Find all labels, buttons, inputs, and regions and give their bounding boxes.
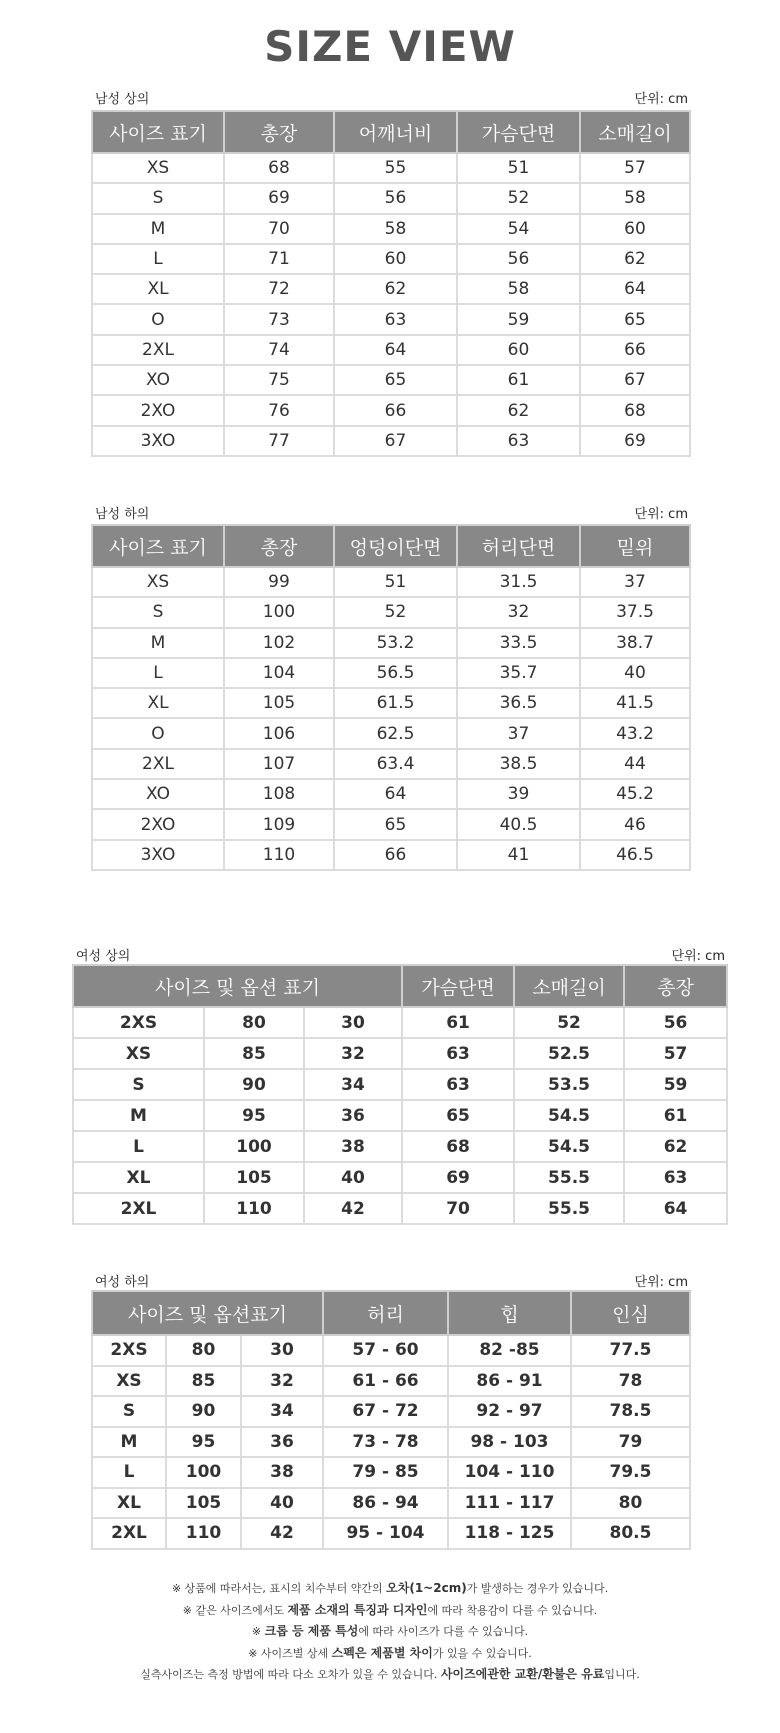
measurement-cell: 63.4 bbox=[334, 749, 457, 779]
measurement-cell: 45.2 bbox=[580, 779, 690, 809]
measurement-cell: 58 bbox=[580, 183, 690, 213]
header-cell: 어깨너비 bbox=[334, 111, 457, 153]
measurement-cell: 66 bbox=[334, 840, 457, 870]
measurement-cell: 118 - 125 bbox=[448, 1518, 571, 1549]
measurement-cell: 56 bbox=[334, 183, 457, 213]
measurement-cell: 37.5 bbox=[580, 597, 690, 627]
measurement-cell: 58 bbox=[334, 214, 457, 244]
size-label-cell: 3XO bbox=[92, 426, 224, 456]
size-label-cell: S bbox=[92, 1396, 166, 1427]
size-label-cell: XL bbox=[92, 688, 224, 718]
table-row bbox=[92, 1457, 690, 1488]
measurement-cell: 86 - 91 bbox=[448, 1366, 571, 1397]
note-emphasis: 스펙은 제품별 차이 bbox=[331, 1645, 433, 1660]
note-emphasis: 오차(1~2cm) bbox=[386, 1581, 467, 1595]
measurement-cell: 65 bbox=[580, 304, 690, 334]
measurement-cell: 61 - 66 bbox=[323, 1366, 448, 1397]
note-text: 실측사이즈는 측정 방법에 따라 다소 오차가 있을 수 있습니다. bbox=[140, 1668, 441, 1681]
measurement-cell: 107 bbox=[224, 749, 334, 779]
measurement-cell: 100 bbox=[204, 1131, 304, 1162]
table-row bbox=[92, 1518, 690, 1549]
measurement-cell: 38.7 bbox=[580, 628, 690, 658]
measurement-cell: 98 - 103 bbox=[448, 1427, 571, 1458]
table-row bbox=[92, 335, 690, 365]
size-label-cell: XO bbox=[92, 779, 224, 809]
measurement-cell: 54 bbox=[457, 214, 580, 244]
table-row bbox=[92, 153, 690, 183]
table-row bbox=[92, 304, 690, 334]
measurement-cell: 60 bbox=[334, 244, 457, 274]
measurement-cell: 60 bbox=[457, 335, 580, 365]
header-cell: 가슴단면 bbox=[457, 111, 580, 153]
table-row bbox=[92, 628, 690, 658]
header-cell: 총장 bbox=[624, 965, 727, 1007]
table-row bbox=[92, 1488, 690, 1519]
size-label-cell: 2XS bbox=[73, 1007, 204, 1038]
note-text: ※ 같은 사이즈에서도 bbox=[182, 1603, 288, 1617]
measurement-cell: 51 bbox=[334, 567, 457, 597]
measurement-cell: 85 bbox=[204, 1038, 304, 1069]
measurement-cell: 75 bbox=[224, 365, 334, 395]
measurement-cell: 70 bbox=[402, 1193, 514, 1224]
size-label-cell: XS bbox=[92, 567, 224, 597]
measurement-cell: 105 bbox=[166, 1488, 241, 1519]
measurement-cell: 32 bbox=[304, 1038, 402, 1069]
measurement-cell: 61 bbox=[624, 1100, 727, 1131]
measurement-cell: 63 bbox=[624, 1162, 727, 1193]
note-text: 가 있을 수 있습니다. bbox=[432, 1646, 532, 1660]
note-text: ※ bbox=[251, 1625, 265, 1638]
men-bottom-size-table bbox=[91, 524, 691, 871]
measurement-cell: 80 bbox=[204, 1007, 304, 1038]
measurement-cell: 62 bbox=[457, 395, 580, 425]
note-emphasis: 사이즈에관한 교환/환불은 유료 bbox=[440, 1667, 605, 1681]
measurement-cell: 40 bbox=[241, 1488, 323, 1519]
measurement-cell: 34 bbox=[304, 1069, 402, 1100]
measurement-cell: 69 bbox=[402, 1162, 514, 1193]
measurement-cell: 104 - 110 bbox=[448, 1457, 571, 1488]
measurement-cell: 67 bbox=[580, 365, 690, 395]
size-label-cell: M bbox=[92, 628, 224, 658]
table-row bbox=[73, 1038, 727, 1069]
size-label-cell: M bbox=[92, 214, 224, 244]
measurement-cell: 66 bbox=[334, 395, 457, 425]
note-text: 입니다. bbox=[604, 1668, 640, 1681]
measurement-cell: 73 bbox=[224, 304, 334, 334]
table-row bbox=[92, 1427, 690, 1458]
measurement-cell: 64 bbox=[580, 274, 690, 304]
measurement-cell: 53.2 bbox=[334, 628, 457, 658]
measurement-cell: 57 - 60 bbox=[323, 1335, 448, 1366]
table-row bbox=[92, 809, 690, 839]
table-row bbox=[73, 1007, 727, 1038]
measurement-cell: 95 bbox=[166, 1427, 241, 1458]
measurement-cell: 70 bbox=[224, 214, 334, 244]
measurement-cell: 53.5 bbox=[514, 1069, 624, 1100]
header-cell: 총장 bbox=[224, 525, 334, 567]
measurement-cell: 95 bbox=[204, 1100, 304, 1131]
measurement-cell: 38 bbox=[241, 1457, 323, 1488]
measurement-cell: 38 bbox=[304, 1131, 402, 1162]
size-label-cell: L bbox=[92, 1457, 166, 1488]
table-row bbox=[92, 688, 690, 718]
note-line bbox=[0, 1621, 780, 1643]
measurement-cell: 63 bbox=[457, 426, 580, 456]
measurement-cell: 100 bbox=[166, 1457, 241, 1488]
header-cell: 총장 bbox=[224, 111, 334, 153]
size-label-cell: 2XL bbox=[92, 749, 224, 779]
measurement-cell: 74 bbox=[224, 335, 334, 365]
section-label-women-bottom: 여성 하의 bbox=[95, 1275, 150, 1290]
measurement-cell: 57 bbox=[624, 1038, 727, 1069]
size-label-cell: L bbox=[92, 658, 224, 688]
measurement-cell: 72 bbox=[224, 274, 334, 304]
measurement-cell: 59 bbox=[624, 1069, 727, 1100]
table-row bbox=[73, 1131, 727, 1162]
unit-label: 단위: cm bbox=[634, 1275, 688, 1290]
women-bottom-size-table bbox=[91, 1290, 691, 1550]
measurement-cell: 69 bbox=[580, 426, 690, 456]
table-row bbox=[92, 426, 690, 456]
measurement-cell: 80 bbox=[166, 1335, 241, 1366]
table-row bbox=[92, 274, 690, 304]
measurement-cell: 30 bbox=[304, 1007, 402, 1038]
size-label-cell: S bbox=[92, 183, 224, 213]
table-row bbox=[73, 1193, 727, 1224]
table-row bbox=[92, 365, 690, 395]
section-label-men-bottom: 남성 하의 bbox=[95, 507, 150, 522]
measurement-cell: 52 bbox=[334, 597, 457, 627]
measurement-cell: 92 - 97 bbox=[448, 1396, 571, 1427]
measurement-cell: 44 bbox=[580, 749, 690, 779]
note-line bbox=[0, 1600, 780, 1622]
measurement-cell: 68 bbox=[224, 153, 334, 183]
measurement-cell: 57 bbox=[580, 153, 690, 183]
measurement-cell: 80.5 bbox=[571, 1518, 690, 1549]
header-cell: 허리단면 bbox=[457, 525, 580, 567]
measurement-cell: 55.5 bbox=[514, 1193, 624, 1224]
measurement-cell: 51 bbox=[457, 153, 580, 183]
measurement-cell: 31.5 bbox=[457, 567, 580, 597]
size-label-cell: L bbox=[73, 1131, 204, 1162]
measurement-cell: 105 bbox=[224, 688, 334, 718]
measurement-cell: 110 bbox=[204, 1193, 304, 1224]
note-text: ※ 상품에 따라서는, 표시의 치수부터 약간의 bbox=[171, 1582, 387, 1595]
note-line bbox=[0, 1578, 780, 1600]
measurement-cell: 56.5 bbox=[334, 658, 457, 688]
table-row bbox=[92, 658, 690, 688]
measurement-cell: 102 bbox=[224, 628, 334, 658]
measurement-cell: 61 bbox=[402, 1007, 514, 1038]
header-cell: 소매길이 bbox=[514, 965, 624, 1007]
header-cell: 인심 bbox=[571, 1291, 690, 1335]
header-cell: 가슴단면 bbox=[402, 965, 514, 1007]
notes-block bbox=[0, 1578, 780, 1686]
size-label-cell: 3XO bbox=[92, 840, 224, 870]
unit-label: 단위: cm bbox=[634, 92, 688, 107]
table-row bbox=[92, 244, 690, 274]
measurement-cell: 42 bbox=[241, 1518, 323, 1549]
measurement-cell: 38.5 bbox=[457, 749, 580, 779]
measurement-cell: 65 bbox=[334, 365, 457, 395]
note-emphasis: 크롭 등 제품 특성 bbox=[264, 1624, 359, 1638]
size-label-cell: 2XO bbox=[92, 809, 224, 839]
header-cell: 사이즈 표기 bbox=[92, 111, 224, 153]
size-label-cell: XS bbox=[92, 153, 224, 183]
measurement-cell: 62 bbox=[580, 244, 690, 274]
measurement-cell: 85 bbox=[166, 1366, 241, 1397]
note-line bbox=[0, 1643, 780, 1665]
measurement-cell: 109 bbox=[224, 809, 334, 839]
table-row bbox=[73, 1100, 727, 1131]
measurement-cell: 79 bbox=[571, 1427, 690, 1458]
header-cell: 힙 bbox=[448, 1291, 571, 1335]
note-emphasis: 제품 소재의 특징과 디자인 bbox=[287, 1602, 428, 1617]
table-row bbox=[92, 183, 690, 213]
measurement-cell: 106 bbox=[224, 718, 334, 748]
measurement-cell: 54.5 bbox=[514, 1131, 624, 1162]
size-label-cell: 2XO bbox=[92, 395, 224, 425]
measurement-cell: 46.5 bbox=[580, 840, 690, 870]
measurement-cell: 79.5 bbox=[571, 1457, 690, 1488]
table-row bbox=[92, 1335, 690, 1366]
measurement-cell: 43.2 bbox=[580, 718, 690, 748]
measurement-cell: 37 bbox=[457, 718, 580, 748]
size-label-cell: O bbox=[92, 304, 224, 334]
measurement-cell: 62 bbox=[624, 1131, 727, 1162]
size-label-cell: XL bbox=[92, 1488, 166, 1519]
measurement-cell: 78 bbox=[571, 1366, 690, 1397]
measurement-cell: 90 bbox=[204, 1069, 304, 1100]
measurement-cell: 105 bbox=[204, 1162, 304, 1193]
note-text: 가 발생하는 경우가 있습니다. bbox=[466, 1582, 609, 1595]
size-label-cell: XS bbox=[73, 1038, 204, 1069]
header-cell: 사이즈 및 옵션 표기 bbox=[73, 965, 402, 1007]
measurement-cell: 35.7 bbox=[457, 658, 580, 688]
measurement-cell: 82 -85 bbox=[448, 1335, 571, 1366]
note-line bbox=[0, 1664, 780, 1686]
measurement-cell: 40 bbox=[304, 1162, 402, 1193]
measurement-cell: 68 bbox=[580, 395, 690, 425]
table-row bbox=[92, 395, 690, 425]
measurement-cell: 99 bbox=[224, 567, 334, 597]
measurement-cell: 36.5 bbox=[457, 688, 580, 718]
men-top-size-table bbox=[91, 110, 691, 457]
measurement-cell: 41.5 bbox=[580, 688, 690, 718]
table-row bbox=[92, 1396, 690, 1427]
measurement-cell: 61 bbox=[457, 365, 580, 395]
measurement-cell: 32 bbox=[241, 1366, 323, 1397]
measurement-cell: 54.5 bbox=[514, 1100, 624, 1131]
table-row bbox=[73, 1069, 727, 1100]
note-text: 에 따라 사이즈가 다를 수 있습니다. bbox=[358, 1625, 529, 1638]
measurement-cell: 108 bbox=[224, 779, 334, 809]
header-cell: 소매길이 bbox=[580, 111, 690, 153]
measurement-cell: 66 bbox=[580, 335, 690, 365]
header-cell: 밑위 bbox=[580, 525, 690, 567]
table-row bbox=[92, 567, 690, 597]
measurement-cell: 65 bbox=[402, 1100, 514, 1131]
measurement-cell: 64 bbox=[624, 1193, 727, 1224]
size-label-cell: 2XL bbox=[92, 1518, 166, 1549]
header-cell: 허리 bbox=[323, 1291, 448, 1335]
measurement-cell: 55 bbox=[334, 153, 457, 183]
measurement-cell: 58 bbox=[457, 274, 580, 304]
measurement-cell: 30 bbox=[241, 1335, 323, 1366]
size-label-cell: 2XL bbox=[92, 335, 224, 365]
measurement-cell: 46 bbox=[580, 809, 690, 839]
measurement-cell: 68 bbox=[402, 1131, 514, 1162]
measurement-cell: 95 - 104 bbox=[323, 1518, 448, 1549]
measurement-cell: 36 bbox=[304, 1100, 402, 1131]
measurement-cell: 59 bbox=[457, 304, 580, 334]
measurement-cell: 34 bbox=[241, 1396, 323, 1427]
header-cell: 사이즈 표기 bbox=[92, 525, 224, 567]
size-label-cell: 2XL bbox=[73, 1193, 204, 1224]
measurement-cell: 78.5 bbox=[571, 1396, 690, 1427]
measurement-cell: 67 bbox=[334, 426, 457, 456]
measurement-cell: 62 bbox=[334, 274, 457, 304]
size-label-cell: S bbox=[92, 597, 224, 627]
size-label-cell: M bbox=[73, 1100, 204, 1131]
table-row bbox=[92, 597, 690, 627]
measurement-cell: 73 - 78 bbox=[323, 1427, 448, 1458]
measurement-cell: 52.5 bbox=[514, 1038, 624, 1069]
header-cell: 사이즈 및 옵션표기 bbox=[92, 1291, 323, 1335]
measurement-cell: 111 - 117 bbox=[448, 1488, 571, 1519]
note-text: 에 따라 착용감이 다를 수 있습니다. bbox=[427, 1603, 598, 1617]
size-label-cell: M bbox=[92, 1427, 166, 1458]
size-label-cell: S bbox=[73, 1069, 204, 1100]
measurement-cell: 104 bbox=[224, 658, 334, 688]
table-row bbox=[92, 840, 690, 870]
measurement-cell: 86 - 94 bbox=[323, 1488, 448, 1519]
table-row bbox=[92, 718, 690, 748]
section-label-women-top: 여성 상의 bbox=[76, 949, 131, 964]
measurement-cell: 41 bbox=[457, 840, 580, 870]
measurement-cell: 76 bbox=[224, 395, 334, 425]
measurement-cell: 79 - 85 bbox=[323, 1457, 448, 1488]
size-label-cell: L bbox=[92, 244, 224, 274]
measurement-cell: 64 bbox=[334, 335, 457, 365]
measurement-cell: 39 bbox=[457, 779, 580, 809]
page-title: SIZE VIEW bbox=[264, 22, 516, 71]
unit-label: 단위: cm bbox=[634, 507, 688, 522]
measurement-cell: 40.5 bbox=[457, 809, 580, 839]
note-text: ※ 사이즈별 상세 bbox=[248, 1646, 332, 1660]
measurement-cell: 63 bbox=[402, 1038, 514, 1069]
size-label-cell: O bbox=[92, 718, 224, 748]
table-row bbox=[92, 779, 690, 809]
measurement-cell: 63 bbox=[402, 1069, 514, 1100]
measurement-cell: 80 bbox=[571, 1488, 690, 1519]
measurement-cell: 42 bbox=[304, 1193, 402, 1224]
measurement-cell: 110 bbox=[224, 840, 334, 870]
women-top-size-table bbox=[72, 964, 728, 1225]
measurement-cell: 71 bbox=[224, 244, 334, 274]
size-label-cell: XL bbox=[92, 274, 224, 304]
measurement-cell: 37 bbox=[580, 567, 690, 597]
measurement-cell: 32 bbox=[457, 597, 580, 627]
table-row bbox=[92, 214, 690, 244]
measurement-cell: 61.5 bbox=[334, 688, 457, 718]
measurement-cell: 62.5 bbox=[334, 718, 457, 748]
measurement-cell: 40 bbox=[580, 658, 690, 688]
measurement-cell: 69 bbox=[224, 183, 334, 213]
size-label-cell: XL bbox=[73, 1162, 204, 1193]
measurement-cell: 52 bbox=[514, 1007, 624, 1038]
size-label-cell: XO bbox=[92, 365, 224, 395]
unit-label: 단위: cm bbox=[671, 949, 725, 964]
measurement-cell: 110 bbox=[166, 1518, 241, 1549]
measurement-cell: 55.5 bbox=[514, 1162, 624, 1193]
measurement-cell: 90 bbox=[166, 1396, 241, 1427]
size-label-cell: 2XS bbox=[92, 1335, 166, 1366]
measurement-cell: 56 bbox=[457, 244, 580, 274]
measurement-cell: 33.5 bbox=[457, 628, 580, 658]
measurement-cell: 77.5 bbox=[571, 1335, 690, 1366]
table-row bbox=[92, 1366, 690, 1397]
measurement-cell: 65 bbox=[334, 809, 457, 839]
size-label-cell: XS bbox=[92, 1366, 166, 1397]
measurement-cell: 100 bbox=[224, 597, 334, 627]
measurement-cell: 56 bbox=[624, 1007, 727, 1038]
measurement-cell: 60 bbox=[580, 214, 690, 244]
header-cell: 엉덩이단면 bbox=[334, 525, 457, 567]
table-row bbox=[92, 749, 690, 779]
measurement-cell: 64 bbox=[334, 779, 457, 809]
measurement-cell: 36 bbox=[241, 1427, 323, 1458]
measurement-cell: 77 bbox=[224, 426, 334, 456]
table-row bbox=[73, 1162, 727, 1193]
measurement-cell: 67 - 72 bbox=[323, 1396, 448, 1427]
measurement-cell: 52 bbox=[457, 183, 580, 213]
section-label-men-top: 남성 상의 bbox=[95, 92, 150, 107]
measurement-cell: 63 bbox=[334, 304, 457, 334]
